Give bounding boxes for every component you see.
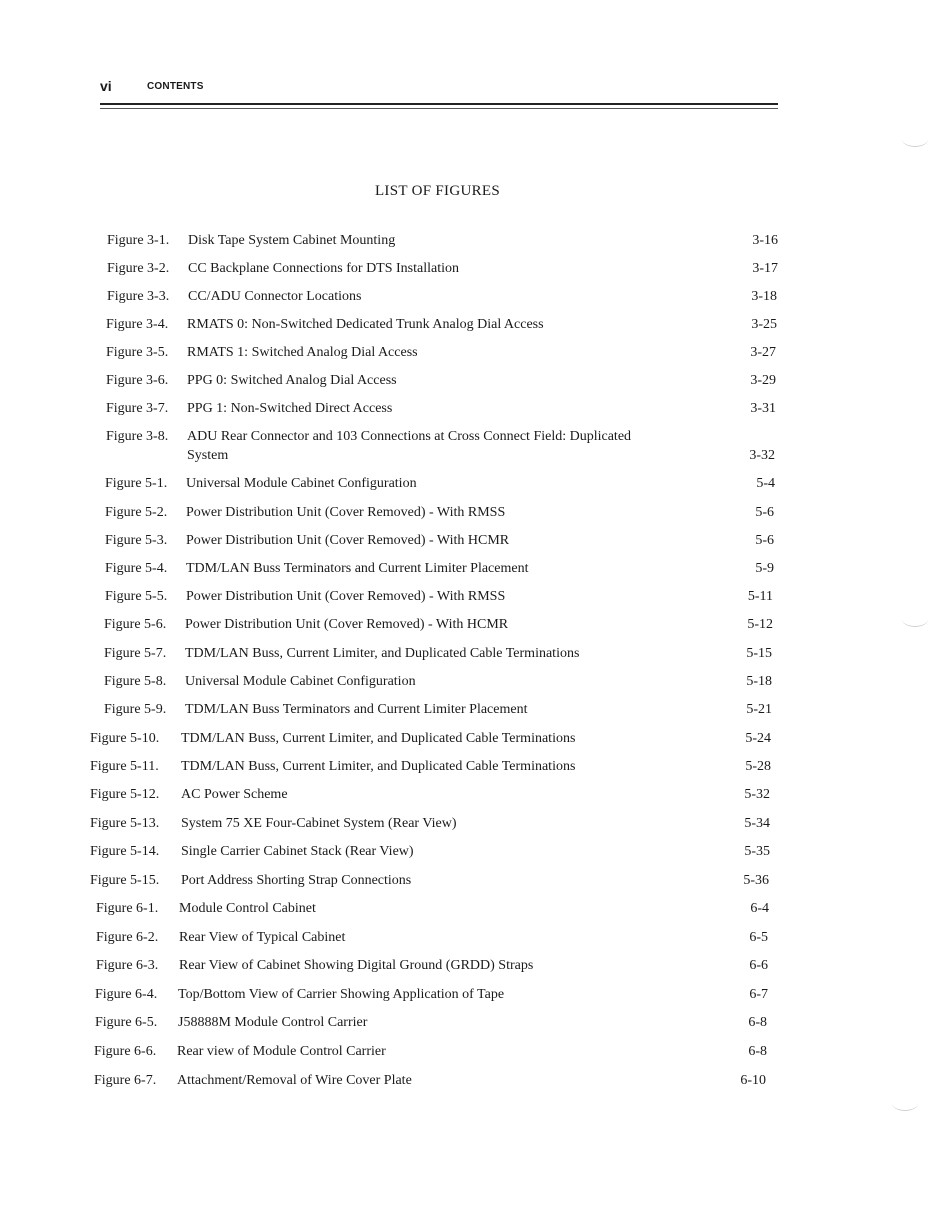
figure-page-number: 5-34 bbox=[744, 816, 770, 831]
figure-page-number: 3-25 bbox=[751, 317, 777, 332]
figure-page-number: 5-18 bbox=[746, 674, 772, 689]
figure-label: Figure 6-5. bbox=[95, 1015, 158, 1030]
figure-label: Figure 5-2. bbox=[105, 505, 168, 520]
figure-title: TDM/LAN Buss, Current Limiter, and Duplicated Cable Terminations bbox=[181, 731, 576, 746]
figure-page-number: 5-6 bbox=[755, 533, 774, 548]
figure-title: Power Distribution Unit (Cover Removed) - With RMSS bbox=[186, 589, 506, 604]
figure-label: Figure 6-1. bbox=[96, 901, 159, 916]
figure-title: Power Distribution Unit (Cover Removed) - With RMSS bbox=[186, 505, 506, 520]
figure-label: Figure 3-6. bbox=[106, 373, 169, 388]
figure-label: Figure 6-4. bbox=[95, 987, 158, 1002]
figure-page-number: 3-32 bbox=[749, 448, 775, 463]
figure-title: PPG 0: Switched Analog Dial Access bbox=[187, 373, 397, 388]
figure-page-number: 5-21 bbox=[746, 702, 772, 717]
scan-artifact bbox=[902, 132, 928, 147]
section-name: CONTENTS bbox=[147, 81, 204, 92]
figure-label: Figure 3-2. bbox=[107, 261, 170, 276]
figure-label: Figure 6-2. bbox=[96, 930, 159, 945]
figure-title: Universal Module Cabinet Configuration bbox=[185, 674, 416, 689]
figure-page-number: 3-31 bbox=[750, 401, 776, 416]
figure-title: ADU Rear Connector and 103 Connections at Cross Connect Field: Duplicated bbox=[187, 429, 632, 444]
figure-page-number: 5-28 bbox=[745, 759, 771, 774]
page-number: vi bbox=[100, 78, 112, 94]
figure-title: Rear view of Module Control Carrier bbox=[177, 1044, 386, 1059]
figure-title: AC Power Scheme bbox=[181, 787, 288, 802]
figure-title: System 75 XE Four-Cabinet System (Rear View) bbox=[181, 816, 457, 831]
figure-label: Figure 5-3. bbox=[105, 533, 168, 548]
scan-artifact bbox=[892, 1096, 918, 1111]
figure-title: Rear View of Cabinet Showing Digital Ground (GRDD) Straps bbox=[179, 958, 534, 973]
figure-page-number: 5-6 bbox=[755, 505, 774, 520]
figure-label: Figure 5-1. bbox=[105, 476, 168, 491]
figure-page-number: 6-4 bbox=[750, 901, 769, 916]
figure-title-continuation: System bbox=[187, 448, 229, 463]
figure-page-number: 5-35 bbox=[744, 844, 770, 859]
figure-page-number: 5-36 bbox=[743, 873, 769, 888]
figure-label: Figure 3-5. bbox=[106, 345, 169, 360]
figure-label: Figure 3-8. bbox=[106, 429, 169, 444]
figure-page-number: 6-8 bbox=[748, 1044, 767, 1059]
figure-title: Power Distribution Unit (Cover Removed) - With HCMR bbox=[185, 617, 509, 632]
figure-page-number: 5-32 bbox=[744, 787, 770, 802]
figure-title: RMATS 0: Non-Switched Dedicated Trunk Analog Dial Access bbox=[187, 317, 544, 332]
figure-title: J58888M Module Control Carrier bbox=[178, 1015, 368, 1030]
figure-title: TDM/LAN Buss, Current Limiter, and Duplicated Cable Terminations bbox=[181, 759, 576, 774]
figure-page-number: 5-9 bbox=[755, 561, 774, 576]
figure-page-number: 6-5 bbox=[749, 930, 768, 945]
figure-page-number: 6-6 bbox=[749, 958, 768, 973]
figure-label: Figure 5-6. bbox=[104, 617, 167, 632]
figure-page-number: 6-7 bbox=[749, 987, 768, 1002]
figure-label: Figure 6-6. bbox=[94, 1044, 157, 1059]
page-title: LIST OF FIGURES bbox=[374, 183, 501, 199]
figure-page-number: 5-12 bbox=[747, 617, 773, 632]
figure-title: Power Distribution Unit (Cover Removed) - With HCMR bbox=[186, 533, 510, 548]
figure-title: RMATS 1: Switched Analog Dial Access bbox=[187, 345, 418, 360]
figure-label: Figure 5-15. bbox=[90, 873, 160, 888]
figure-title: Port Address Shorting Strap Connections bbox=[181, 873, 412, 888]
figure-page-number: 3-29 bbox=[750, 373, 776, 388]
figure-label: Figure 5-9. bbox=[104, 702, 167, 717]
figure-title: Disk Tape System Cabinet Mounting bbox=[188, 233, 396, 248]
figure-label: Figure 5-12. bbox=[90, 787, 160, 802]
figure-title: TDM/LAN Buss Terminators and Current Limiter Placement bbox=[185, 702, 528, 717]
figure-label: Figure 5-11. bbox=[90, 759, 159, 774]
figure-page-number: 6-10 bbox=[740, 1073, 766, 1088]
figure-title: Rear View of Typical Cabinet bbox=[179, 930, 346, 945]
figure-label: Figure 5-14. bbox=[90, 844, 160, 859]
figure-title: Attachment/Removal of Wire Cover Plate bbox=[177, 1073, 412, 1088]
figure-page-number: 5-4 bbox=[756, 476, 775, 491]
figure-label: Figure 6-3. bbox=[96, 958, 159, 973]
scan-artifact bbox=[902, 612, 928, 627]
figure-page-number: 5-11 bbox=[747, 589, 773, 604]
figure-page-number: 3-16 bbox=[752, 233, 778, 248]
figure-title: Universal Module Cabinet Configuration bbox=[186, 476, 417, 491]
figure-title: PPG 1: Non-Switched Direct Access bbox=[187, 401, 393, 416]
figure-page-number: 3-27 bbox=[750, 345, 776, 360]
figure-title: Single Carrier Cabinet Stack (Rear View) bbox=[181, 844, 414, 859]
figure-title: TDM/LAN Buss, Current Limiter, and Duplicated Cable Terminations bbox=[185, 646, 580, 661]
figure-label: Figure 6-7. bbox=[94, 1073, 157, 1088]
figure-label: Figure 3-7. bbox=[106, 401, 169, 416]
figure-label: Figure 3-1. bbox=[107, 233, 170, 248]
figure-label: Figure 5-7. bbox=[104, 646, 167, 661]
figure-title: Module Control Cabinet bbox=[179, 901, 316, 916]
figure-page-number: 5-24 bbox=[745, 731, 771, 746]
figure-label: Figure 5-4. bbox=[105, 561, 168, 576]
figure-page-number: 3-18 bbox=[751, 289, 777, 304]
figure-title: CC Backplane Connections for DTS Installation bbox=[188, 261, 460, 276]
figure-label: Figure 5-5. bbox=[105, 589, 168, 604]
figure-page-number: 3-17 bbox=[752, 261, 778, 276]
header-rule-thin bbox=[100, 108, 778, 109]
figure-label: Figure 3-4. bbox=[106, 317, 169, 332]
figure-label: Figure 5-8. bbox=[104, 674, 167, 689]
figure-title: TDM/LAN Buss Terminators and Current Limiter Placement bbox=[186, 561, 529, 576]
figure-title: Top/Bottom View of Carrier Showing Application of Tape bbox=[178, 987, 505, 1002]
figure-label: Figure 3-3. bbox=[107, 289, 170, 304]
figure-label: Figure 5-13. bbox=[90, 816, 160, 831]
header-rule-thick bbox=[100, 103, 778, 105]
figure-page-number: 5-15 bbox=[746, 646, 772, 661]
figure-title: CC/ADU Connector Locations bbox=[188, 289, 362, 304]
figure-page-number: 6-8 bbox=[748, 1015, 767, 1030]
figure-label: Figure 5-10. bbox=[90, 731, 160, 746]
